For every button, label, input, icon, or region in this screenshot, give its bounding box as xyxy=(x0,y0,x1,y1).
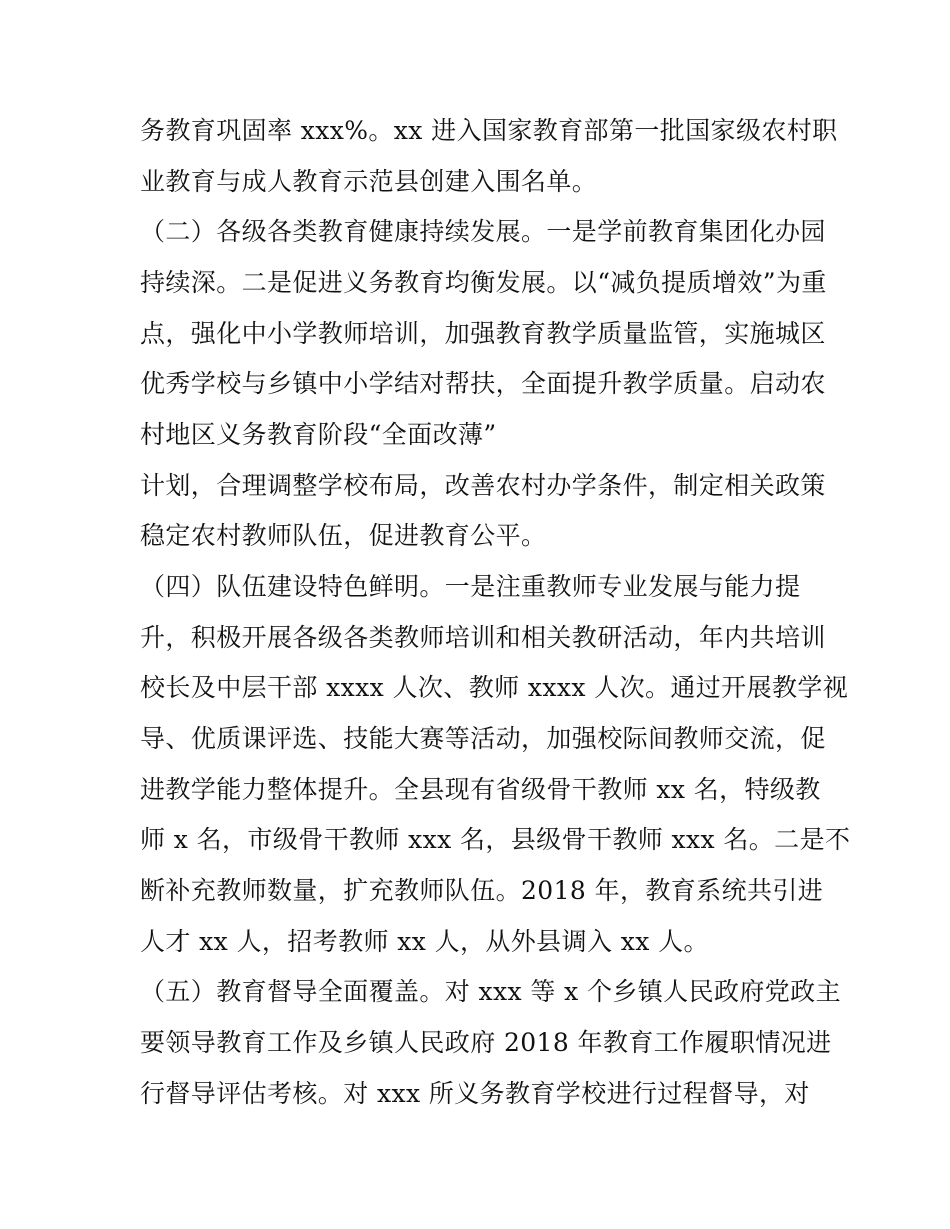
text-line-15: 师 x 名，市级骨干教师 xxx 名，县级骨干教师 xxx 名。二是不 xyxy=(140,825,851,854)
text-line-7: 村地区义务教育阶段“全面改薄” xyxy=(140,420,497,449)
text-line-8: 计划，合理调整学校布局，改善农村办学条件，制定相关政策 xyxy=(140,471,826,500)
text-line-4: 持续深。二是促进义务教育均衡发展。以“减负提质增效”为重 xyxy=(140,268,827,297)
text-line-14: 进教学能力整体提升。全县现有省级骨干教师 xx 名，特级教 xyxy=(140,775,821,804)
text-line-19: 要领导教育工作及乡镇人民政府 2018 年教育工作履职情况进 xyxy=(140,1028,832,1057)
text-line-10: （四）队伍建设特色鲜明。一是注重教师专业发展与能力提 xyxy=(140,572,801,601)
text-line-9: 稳定农村教师队伍，促进教育公平。 xyxy=(140,521,547,550)
text-line-12: 校长及中层干部 xxxx 人次、教师 xxxx 人次。通过开展教学视 xyxy=(140,673,849,702)
text-line-17: 人才 xx 人，招考教师 xx 人，从外县调入 xx 人。 xyxy=(140,927,709,956)
text-line-18: （五）教育督导全面覆盖。对 xxx 等 x 个乡镇人民政府党政主 xyxy=(140,977,841,1006)
text-line-11: 升，积极开展各级各类教师培训和相关教研活动，年内共培训 xyxy=(140,623,826,652)
text-line-1: 务教育巩固率 xxx%。xx 进入国家教育部第一批国家级农村职 xyxy=(140,116,838,145)
text-line-16: 断补充教师数量，扩充教师队伍。2018 年，教育系统共引进 xyxy=(140,876,824,905)
text-line-13: 导、优质课评选、技能大赛等活动，加强校际间教师交流，促 xyxy=(140,724,826,753)
text-line-5: 点，强化中小学教师培训，加强教育教学质量监管，实施城区 xyxy=(140,319,826,348)
text-line-2: 业教育与成人教育示范县创建入围名单。 xyxy=(140,167,598,196)
text-line-6: 优秀学校与乡镇中小学结对帮扶，全面提升教学质量。启动农 xyxy=(140,369,826,398)
text-line-3: （二）各级各类教育健康持续发展。一是学前教育集团化办园 xyxy=(140,217,826,246)
text-line-20: 行督导评估考核。对 xxx 所义务教育学校进行过程督导，对 xyxy=(140,1079,810,1108)
